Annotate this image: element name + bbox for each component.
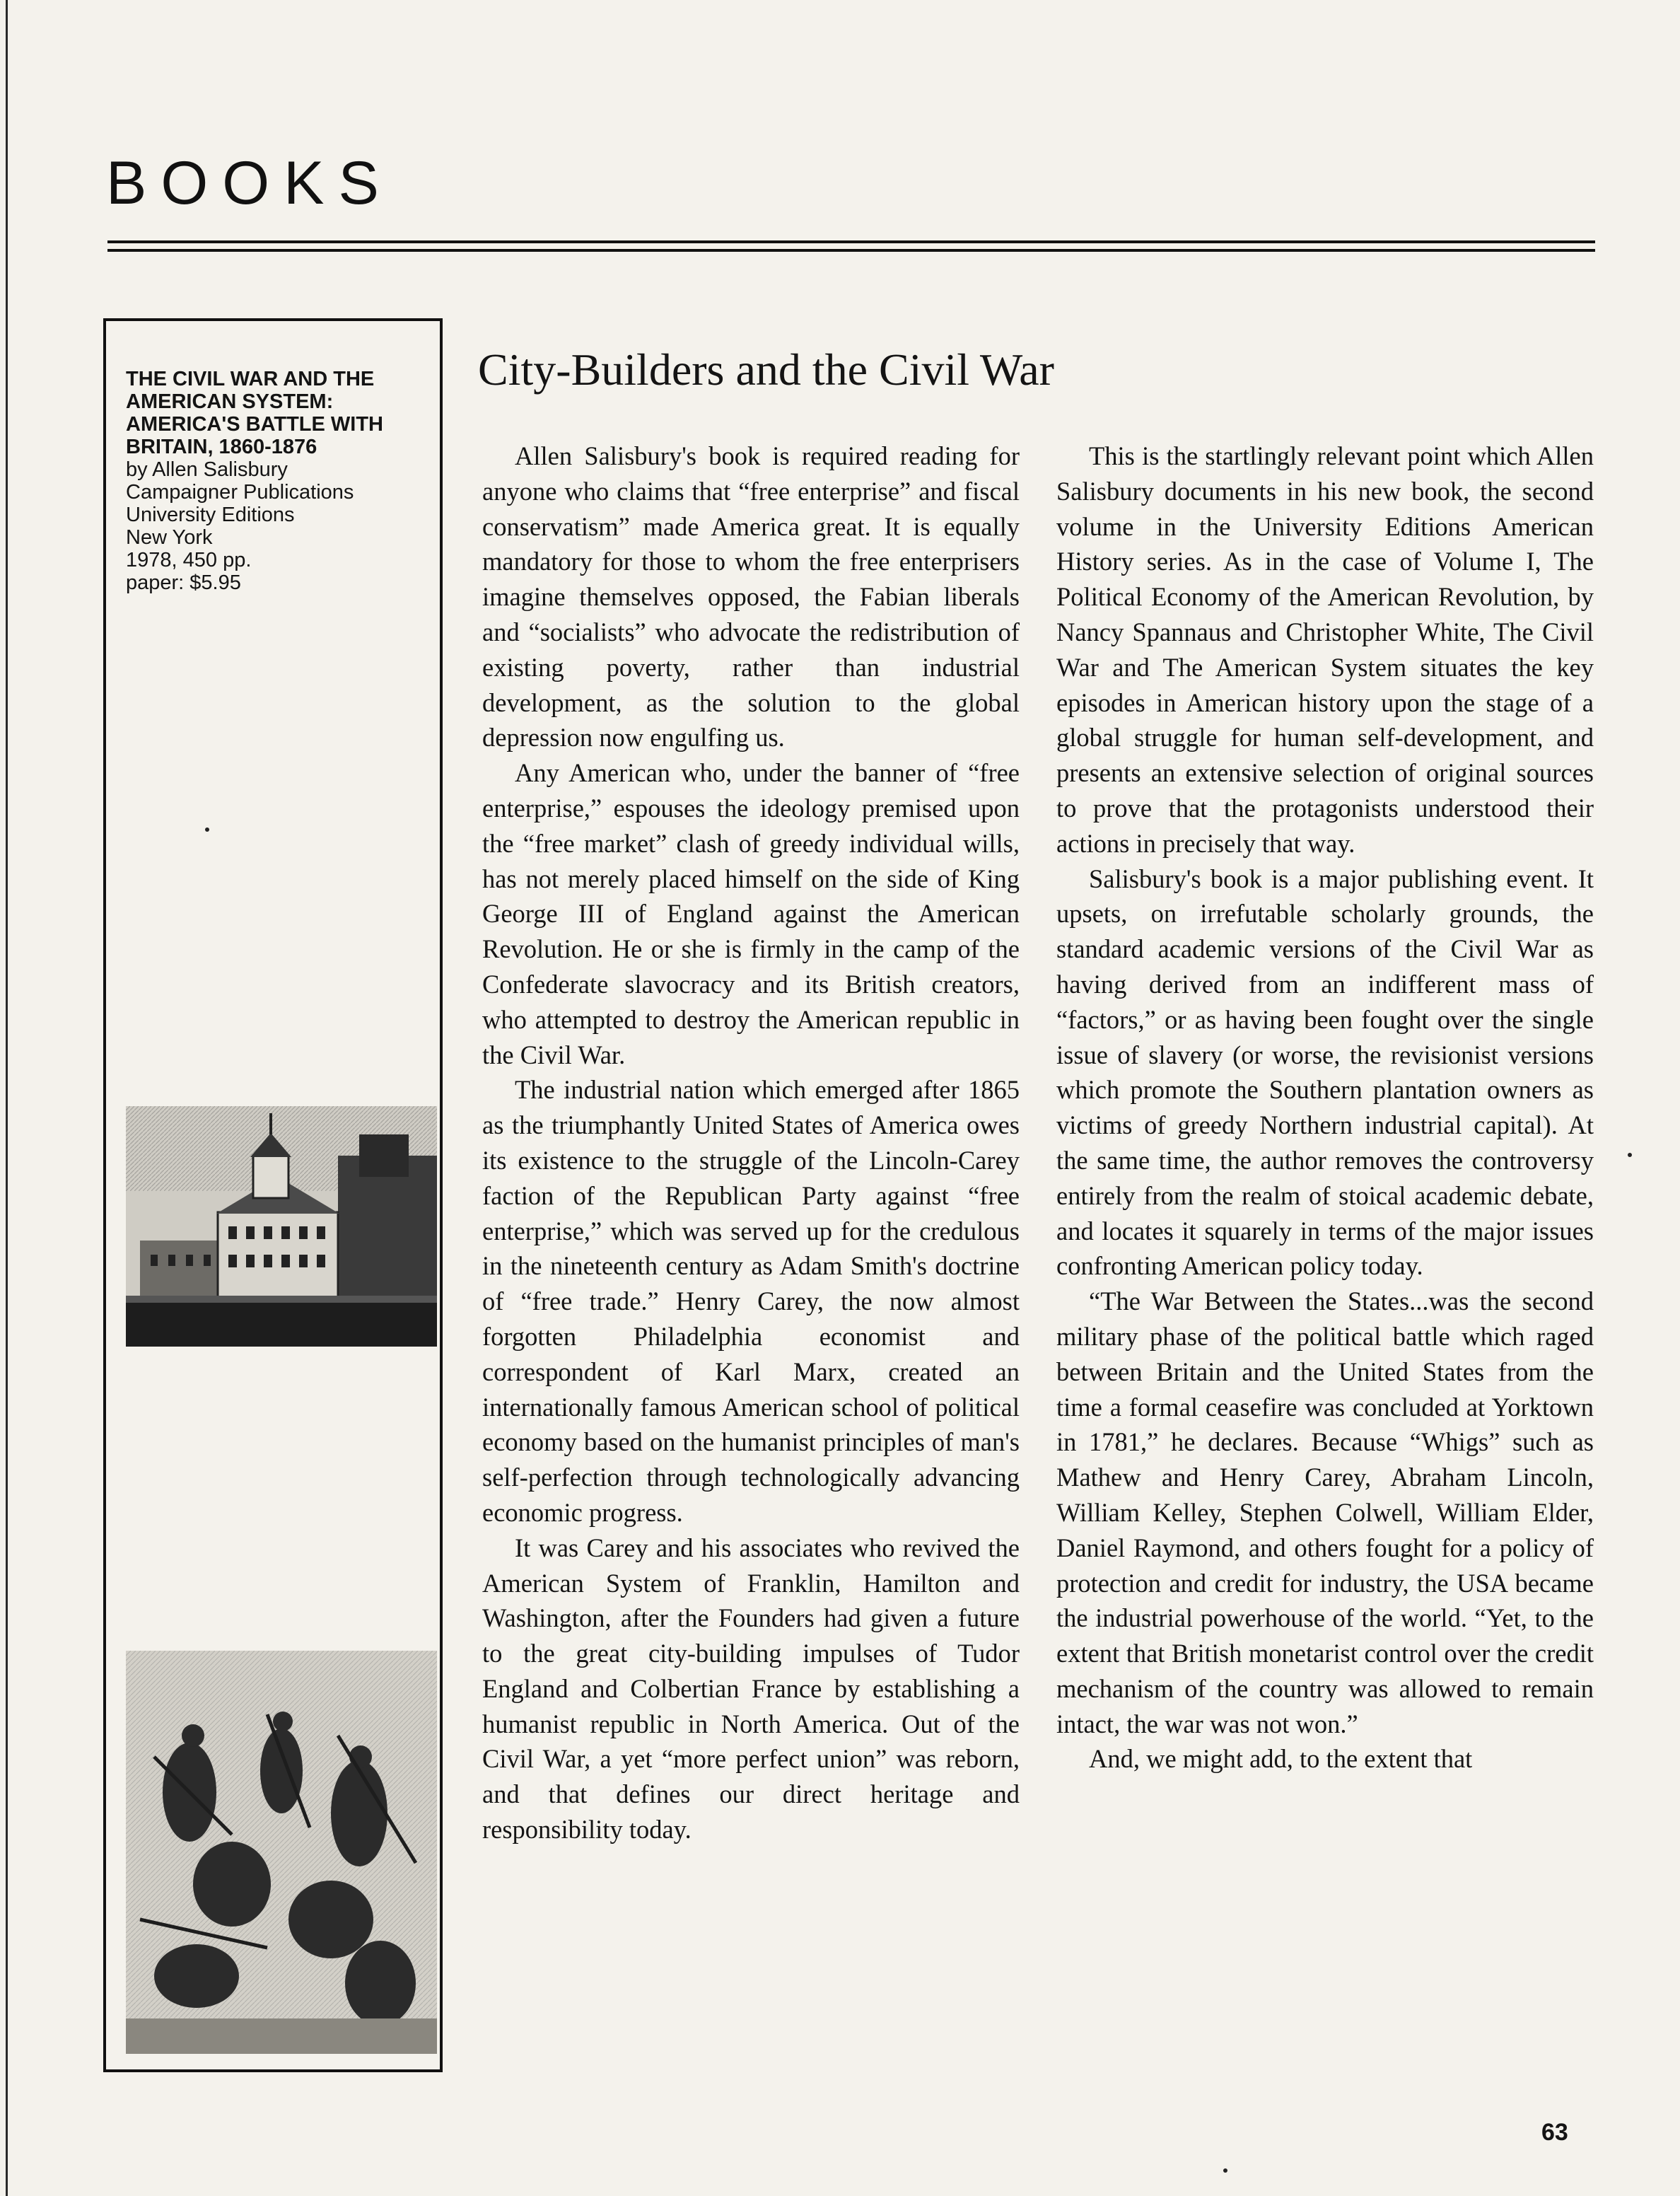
scan-speck [205,827,209,832]
book-year-pages: 1978, 450 pp. [126,549,252,571]
book-title-line: AMERICA'S BATTLE WITH [126,413,383,436]
article-paragraph: Salisbury's book is a major publishing event. It upsets, on irrefutable scholarly grounds, the standard academic versions of the Civil War as having derived from an indifferent mass of “factors,” or as having been fought over the single issue of slavery (or worse, the revisionist versions which promote the Southern plantation owners as victims of greedy Northern industrial capital). At the same time, the author removes the controversy entirely from the realm of stoical academic debate, and locates it squarely in terms of the major issues confronting American policy today. [1056,864,1594,1281]
header-rule-top [107,240,1595,243]
header-rule-bottom [107,249,1595,252]
book-price: paper: $5.95 [126,571,241,594]
article-paragraph: Allen Salisbury's book is required reading for anyone who claims that “free enterprise” and fiscal conservatism” made America great. It is equally mandatory for those to whom the free enterprisers imagine themselves opposed, the Fabian liberals and “socialists” who advocate the redistribution of existing poverty, rather than industrial development, as the solution to the global depression now engulfing us. [482,441,1020,753]
book-publisher: Campaigner Publications [126,481,354,504]
book-title-line: THE CIVIL WAR AND THE [126,368,375,390]
article-column-left [482,438,1020,1847]
article-column-right [1056,438,1594,1777]
illustration-factory-buildings [126,1106,437,1347]
book-imprint: University Editions [126,504,295,526]
article-paragraph: “The War Between the States...was the second military phase of the political battle which raged between Britain and the United States from the time a formal ceasefire was concluded at Yorktown in 1781,” he declares. Because “Whigs” such as Mathew and Henry Carey, Abraham Lincoln, William Kelley, Stephen Colwell, William Elder, Daniel Raymond, and others fought for a policy of protection and credit for industry, the USA became the industrial powerhouse of the world. “Yet, to the extent that British monetarist control over the credit mechanism of the country was allowed to remain intact, the war was not won.” [1056,1286,1594,1738]
article-headline: City-Builders and the Civil War [478,344,1054,395]
page-number: 63 [1541,2119,1568,2146]
book-city: New York [126,526,213,549]
article-paragraph: And, we might add, to the extent that [1089,1744,1473,1774]
book-title-line: AMERICAN SYSTEM: [126,390,334,413]
illustration-battle-scene [126,1651,437,2054]
article-paragraph: The industrial nation which emerged after 1865 as the triumphantly United States of America owes its existence to the struggle of the Lincoln-Carey faction of the Republican Party against “free enterprise,” which was served up for the credulous in the nineteenth century as Adam Smith's doctrine of “free trade.” Henry Carey, the now almost forgotten Philadelphia economist and correspondent of Karl Marx, created an internationally famous American school of political economy based on the humanist principles of man's self-perfection through technologically advancing economic progress. [482,1075,1020,1527]
scan-speck [1628,1153,1632,1157]
scan-speck [1223,2168,1227,2173]
article-paragraph: This is the startlingly relevant point which Allen Salisbury documents in his new book, the second volume in the University Editions American History series. As in the case of Volume I, The Political Economy of the American Revolution, by Nancy Spannaus and Christopher White, The Civil War and The American System situates the key episodes in American history upon the stage of a global struggle for human self-development, and presents an extensive selection of original sources to prove that the protagonists understood their actions in precisely that way. [1056,441,1594,858]
book-title-line: BRITAIN, 1860-1876 [126,436,317,458]
article-paragraph: Any American who, under the banner of “free enterprise,” espouses the ideology premised upon the “free market” clash of greedy individual wills, has not merely placed himself on the side of King George III of England against the American Revolution. He or she is firmly in the camp of the Confederate slavocracy and its British creators, who attempted to destroy the American republic in the Civil War. [482,758,1020,1069]
article-paragraph: It was Carey and his associates who revived the American System of Franklin, Hamilton and Washington, after the Founders had given a future to the great city-building impulses of Tudor England and Colbertian France by establishing a humanist republic in North America. Out of the Civil War, a yet “more perfect union” was reborn, and that defines our direct heritage and responsibility today. [482,1533,1020,1844]
book-author: by Allen Salisbury [126,458,288,481]
book-info-text [126,368,437,594]
book-info-box [103,318,443,2072]
scan-edge-line [6,0,8,2196]
section-title: BOOKS [106,149,393,217]
